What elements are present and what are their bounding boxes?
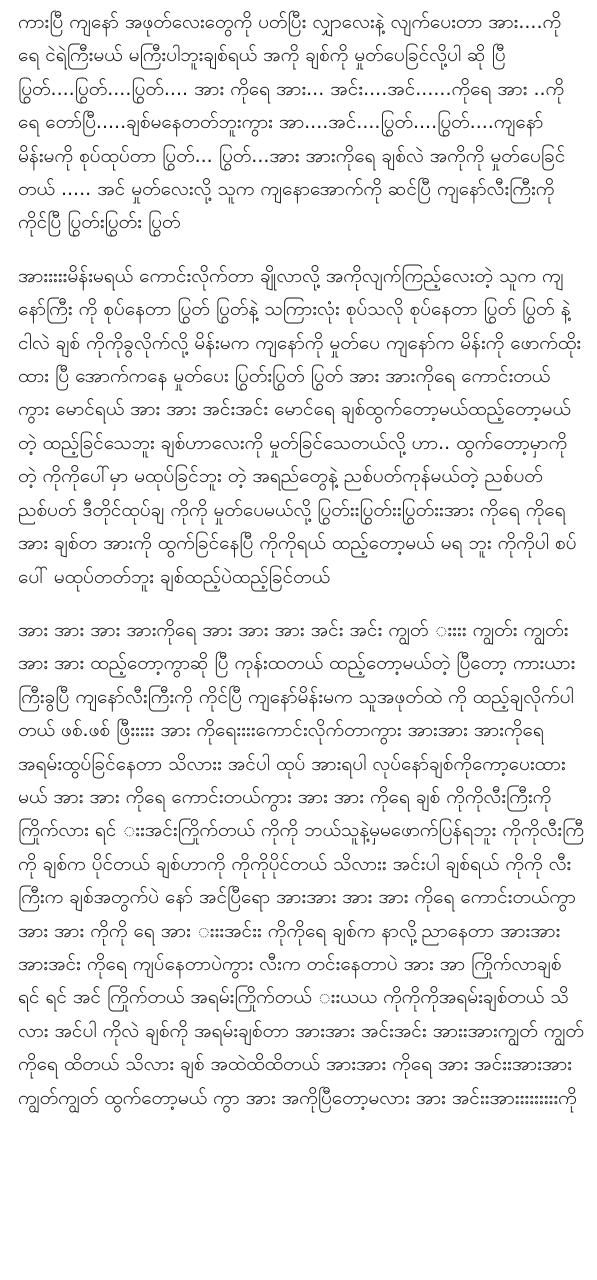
article-paragraph-3: အား အား အား အားကိုရေ အား အား အား အင်း အင်း ကျွတ် းးးး ကျွတ်း ကျွတ်း အား အား ထည့်တော့ကွာဆို ပြီ ကုန်းထတယ် ထည့်တော့မယ်တဲ့ ပြီတော့ ကားယားကြီးခွပြီ ကျနော်လီးကြီးကို ကိုင်ပြီ ကျနော်မိန်းမက သူအဖုတ်ထဲ ကို ထည့်ချလိုက်ပါတယ် ဖစ်.ဖစ် ဖြီးးးးး အား ကိုရေးးးးကောင်းလိုက်တာကွား အားအား အားကိုရေ အရမ်းထွပ်ခြင်နေတာ သိလားး အင်ပါ ထုပ် အားရပါ လုပ်နော်ချစ်ကိုကော့ပေးထားမယ် အား အား ကိုရေ ကောင်းတယ်ကွား အား အား ကိုရေ ချစ် ကိုကိုလီးကြီးကိုကြိုက်လား ရင် းးအင်းကြိုက်တယ် ကိုကို ဘယ်သူနဲ့မှမဖောက်ပြန်ရဘူး ကိုကိုလီးကြီကို ချစ်က ပိုင်တယ် ချစ်ဟာကို ကိုကိုပိုင်တယ် သိလားး အင်းပါ ချစ်ရယ် ကိုကို လီးကြီးက ချစ်အတွက်ပဲ နော် အင်ပြီရော အားအား အား အား ကိုရေ ကောင်းတယ်ကွာ အား အား ကိုကို ရေ အား းးးအင်းး ကိုကိုရေ ချစ်က နာလို့ညာနေတာ အားအား အားအင်း ကိုရေ ကျပ်နေတာပဲကွား လီးက တင်းနေတာပဲ အား အာ ကြိုက်လာချစ် ရင် ရင် အင် ကြိုက်တယ် အရမ်းကြိုက်တယ် းးယယ ကိုကိုကိုအရမ်းချစ်တယ် သိလား အင်ပါ ကိုလဲ ချစ်ကို အရမ်းချစ်တာ အားအား အင်းအင်း အားးအားကျွတ် ကျွတ် ကိုရေ ထိတယ် သိလား ချစ် အထဲထိထိတယ် အားအား ကိုရေ အား အင်းးအားအား ကျွတ်ကျွတ် ထွက်တော့မယ် ကွာ အား အကိုပြီတော့မလား အား အင်းးအားးးးးးးးးကို bbox=[18, 618, 584, 1109]
article-paragraph-2: အားးးးးမိန်းမရယ် ကောင်းလိုက်တာ ချိုလာလို့ အကိုလျက်ကြည့်လေးတဲ့ သူက ကျနော်ကြီး ကို စုပ်နေတာ ပြွတ် ပြွတ်နဲ့ သကြားလုံး စုပ်သလို စုပ်နေတာ ပြွတ် ပြွတ် နဲ့ ငါလဲ ချစ် ကိုကိုခွလိုက်လို့ မိန်းမက ကျနော်ကို မှုတ်ပေ ကျနော်က မိန်းကို ဖောက်ထိုးထား ပြီ အောက်ကနေ မှုတ်ပေး ပြွတ်းပြွတ် ပြွတ် အား အားကိုရေ ကောင်းတယ် ကွား မောင်ရယ် အား အား အင်းအင်း မောင်ရေ ချစ်ထွက်တော့မယ်ထည့်တော့မယ်တဲ့ ထည့်ခြင်သေဘူး ချစ်ဟာလေးကို မှုတ်ခြင်သေတယ်လို့ ဟာ.. ထွက်တော့မှာကိုတဲ့ ကိုကိုပေါ်မှာ မထုပ်ခြင်ဘူး တဲ့ အရည်တွေနဲ့ ညစ်ပတ်ကုန်မယ်တဲ့ ညစ်ပတ် ညစ်ပတ် ဒီတိုင်ထုပ်ချ ကိုကို မှုတ်ပေမယ်လို့ ပြွတ်းးပြွတ်းးပြွတ်းးအား ကိုရေ ကိုရေ အား ချစ်တ အားကို ထွက်ခြင်နေပြီ ကိုကိုရယ် ထည့်တော့မယ် မရ ဘူး ကိုကိုပါ စပ်ပေါ် မထုပ်တတ်ဘူး ချစ်ထည့်ပဲထည့်ခြင်တယ် bbox=[18, 264, 582, 588]
article-paragraph-1: ကားပြီ ကျနော် အဖုတ်လေးတွေကို ပတ်ပြီး လျှာလေးနဲ့ လျက်ပေးတာ အား....ကို ရေ ငဲရဲကြီးမယ် မကြီးပါဘူးချစ်ရယ် အကို ချစ်ကို မှုတ်ပေခြင်လို့ပါ ဆို ပြီ ပြွတ်....ပြွတ်....ပြွတ်.... အား ကိုရေ အား... အင်း....အင်......ကိုရေ အား ..ကိုရေ တော်ပြီ.....ချစ်မနေတတ်ဘူးကွား အာ....အင်....ပြွတ်....ပြွတ်....ကျနော် မိန်းမကို စုပ်ထုပ်တာ ပြွတ်... ပြွတ်...အား အားကိုရေ ချစ်လဲ အကိုကို မှုတ်ပေခြင်တယ် ..... အင် မှုတ်လေးလို့ သူက ကျနောအောက်ကို ဆင်ပြီ ကျနော်လီးကြီးကို ကိုင်ပြီ ပြွတ်းပြွတ်း ပြွတ် bbox=[18, 11, 566, 234]
